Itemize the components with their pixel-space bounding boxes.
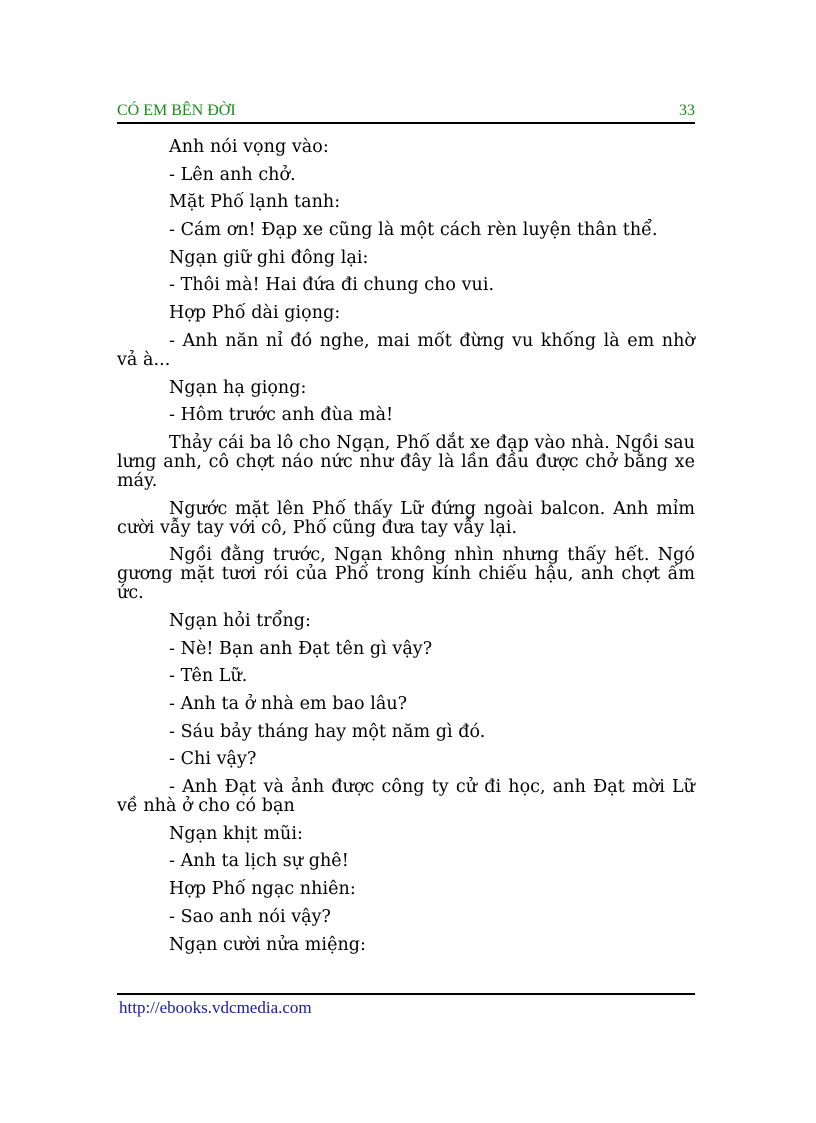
paragraph: - Cám ơn! Đạp xe cũng là một cách rèn luyện thân thể. [169,220,658,241]
paragraph: Mặt Phố lạnh tanh: [169,192,341,213]
page-footer [117,993,695,1017]
paragraph: Hợp Phố ngạc nhiên: [169,879,356,900]
paragraph: Ngạn cười nửa miệng: [169,934,367,955]
page-header [117,100,695,124]
page-number: 33 [679,102,695,119]
book-title: CÓ EM BÊN ĐỜI [117,102,236,119]
paragraph: Ngạn khịt mũi: [169,823,303,844]
paragraph: - Hôm trước anh đùa mà! [169,405,394,426]
paragraph: - Thôi mà! Hai đứa đi chung cho vui. [169,275,495,296]
paragraph: - Tên Lữ. [169,666,248,687]
paragraph: - Anh năn nỉ đó nghe, mai mốt đừng vu khống là em nhờ vả à... [117,330,695,370]
paragraph: - Sao anh nói vậy? [169,906,331,927]
paragraph: - Anh ta ở nhà em bao lâu? [169,694,408,714]
paragraph: - Chi vậy? [169,749,257,770]
paragraph: - Anh Đạt và ảnh được công ty cử đi học, anh Đạt mời Lữ về nhà ở cho có bạn [117,777,695,817]
page-body [117,138,695,963]
paragraph: Ngạn hạ giọng: [169,377,307,398]
paragraph: Ngạn hỏi trổng: [169,610,311,631]
paragraph: Thảy cái ba lô cho Ngạn, Phố dắt xe đạp vào nhà. Ngồi sau lưng anh, cô chợt náo nức như đây là lần đầu được chở bằng xe máy. [117,432,695,491]
paragraph: Hợp Phố dài giọng: [169,303,341,324]
paragraph: - Sáu bảy tháng hay một năm gì đó. [169,721,486,742]
paragraph: Anh nói vọng vào: [169,137,329,157]
paragraph: Ngồi đằng trước, Ngạn không nhìn nhưng thấy hết. Ngó gương mặt tươi rói của Phố trong kính chiếu hậu, anh chợt ấm ức. [117,545,695,604]
footer-link[interactable]: http://ebooks.vdcmedia.com [119,998,312,1017]
paragraph: - Anh ta lịch sự ghê! [169,851,349,872]
paragraph: Ngạn giữ ghi đông lại: [169,247,369,268]
paragraph: - Lên anh chở. [169,164,296,185]
paragraph: - Nè! Bạn anh Đạt tên gì vậy? [169,638,433,659]
paragraph: Ngước mặt lên Phố thấy Lữ đứng ngoài balcon. Anh mỉm cười vẫy tay với cô, Phố cũng đưa tay vẫy lại. [117,498,695,538]
